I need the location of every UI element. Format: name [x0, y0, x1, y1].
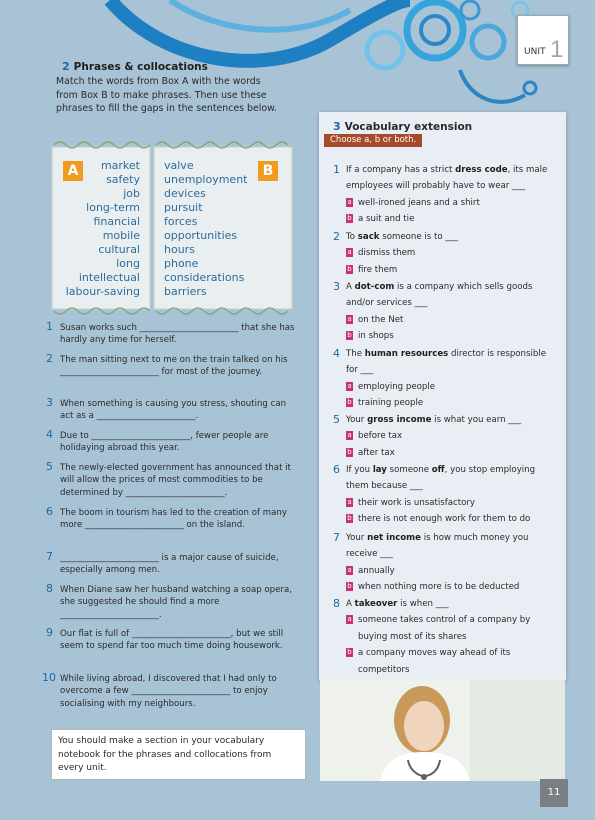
question-stem — [346, 412, 558, 428]
box-a-badge: A — [63, 161, 83, 181]
option-letter-a: a — [347, 431, 352, 440]
question-number: 1 — [333, 163, 340, 176]
sentence-item — [46, 352, 300, 379]
option-text: a suit and tie — [358, 214, 415, 225]
sentence-item — [42, 671, 300, 710]
word-boxes — [46, 137, 298, 315]
section-3-heading: Vocabulary extension — [344, 121, 473, 133]
question-stem — [346, 279, 558, 312]
sentence-text: The man sitting next to me on the train talked on his _______________________ for most of the journey. — [60, 355, 288, 378]
sentence-text: The boom in tourism has led to the creation of many more _______________________ on the island. — [60, 508, 287, 531]
option-a — [346, 428, 558, 444]
question-number: 4 — [333, 347, 340, 360]
stem-term: dress code — [455, 165, 508, 175]
stem-term: gross income — [367, 415, 432, 425]
stem-term: dot-com — [354, 282, 395, 292]
question-item — [333, 279, 558, 345]
sentence-text: Susan works such _______________________ that she has hardly any time for herself. — [60, 323, 295, 346]
option-letter-a: a — [347, 248, 352, 257]
box-b-word: considerations — [164, 271, 245, 284]
question-item — [333, 530, 558, 596]
box-b-list — [164, 159, 247, 299]
box-b-word: barriers — [164, 285, 207, 298]
option-b — [346, 262, 558, 278]
sentence-item — [46, 505, 300, 532]
option-a — [346, 495, 558, 511]
option-text: a company moves way ahead of its competitors — [358, 648, 511, 675]
box-b-word: phone — [164, 257, 199, 270]
option-letter-b: b — [347, 214, 352, 223]
doctor-illustration — [320, 680, 565, 781]
stem-text: someone — [386, 465, 432, 475]
sentence-number: 1 — [46, 320, 53, 333]
option-text: dismiss them — [358, 248, 416, 259]
unit-label: UNIT — [524, 47, 546, 57]
section-2-number: 2 — [62, 60, 70, 73]
option-text: before tax — [358, 431, 403, 442]
question-item — [333, 596, 558, 678]
doctor-photo — [320, 680, 565, 781]
option-text: in shops — [358, 331, 394, 342]
stem-text: A — [346, 599, 355, 609]
option-text: training people — [358, 398, 424, 409]
sentence-number: 10 — [42, 671, 56, 684]
question-item — [333, 229, 558, 278]
stem-text: is a company which sells goods and/or services ___ — [346, 282, 533, 309]
stem-text: Your — [346, 533, 368, 543]
sentence-number: 4 — [46, 428, 53, 441]
option-a — [346, 312, 558, 328]
section-3-number: 3 — [333, 120, 341, 133]
stem-text: someone is to ___ — [379, 232, 459, 242]
sentence-item — [46, 460, 300, 499]
option-text: employing people — [358, 381, 435, 392]
option-letter-a: a — [347, 381, 352, 390]
option-text: their work is unsatisfactory — [358, 497, 476, 508]
sentence-number: 5 — [46, 460, 53, 473]
box-a-word: market — [100, 159, 140, 172]
question-item — [333, 412, 558, 461]
stem-text: The — [346, 349, 365, 359]
stem-text: , you stop employing them because ___ — [346, 465, 536, 492]
box-a-word: long-term — [86, 201, 140, 214]
unit-badge — [517, 15, 569, 65]
sentence-number: 2 — [46, 352, 53, 365]
question-stem — [346, 346, 558, 379]
option-letter-b: b — [347, 331, 352, 340]
section-2-heading: Phrases & collocations — [73, 61, 208, 73]
stem-term: net income — [367, 533, 421, 543]
question-number: 3 — [333, 280, 340, 293]
stem-text: is when ___ — [397, 599, 449, 609]
box-b-word: forces — [164, 215, 198, 228]
stem-term: takeover — [354, 599, 398, 609]
unit-number: 1 — [550, 36, 564, 63]
stem-text: A — [346, 282, 355, 292]
option-a — [346, 195, 558, 211]
question-number: 8 — [333, 597, 340, 610]
stem-text: is how much money you receive ___ — [346, 533, 529, 560]
option-letter-b: b — [347, 398, 352, 407]
box-b-word: devices — [164, 187, 206, 200]
option-text: when nothing more is to be deducted — [358, 582, 520, 593]
stem-text: director is responsible for ___ — [346, 349, 546, 376]
sentence-text: When Diane saw her husband watching a soap opera, she suggested he should find a more _______________________. — [60, 585, 292, 620]
stem-term: human resources — [364, 349, 449, 359]
stem-term: off — [431, 465, 445, 475]
box-a-word: labour-saving — [65, 285, 140, 298]
option-a — [346, 563, 558, 579]
sentence-text: Due to _______________________, fewer people are holidaying abroad this year. — [60, 431, 269, 454]
page-number: 11 — [540, 779, 568, 807]
box-a-word: intellectual — [78, 271, 140, 284]
question-item — [333, 162, 558, 228]
question-item — [333, 462, 558, 528]
option-text: after tax — [358, 447, 395, 458]
sentence-text: While living abroad, I discovered that I had only to overcome a few _______________________ to enjoy socialising with my neighbours. — [60, 674, 277, 709]
vocabulary-notebook-tip: You should make a section in your vocabulary notebook for the phrases and collocations from every unit. — [51, 729, 306, 780]
option-letter-a: a — [347, 314, 352, 323]
sentence-text: Our flat is full of _______________________, but we still seem to spend far too much time doing housework. — [60, 629, 284, 652]
option-text: fire them — [358, 264, 398, 275]
option-b — [346, 328, 558, 344]
option-letter-a: a — [347, 197, 352, 206]
option-letter-b: b — [347, 648, 352, 657]
question-number: 5 — [333, 413, 340, 426]
question-stem — [346, 530, 558, 563]
sentence-item — [46, 396, 300, 423]
box-a-list — [66, 159, 140, 299]
sentence-item — [46, 320, 300, 347]
option-b — [346, 445, 558, 461]
option-b — [346, 395, 558, 411]
option-letter-b: b — [347, 447, 352, 456]
question-stem — [346, 462, 558, 495]
sentence-text: When something is causing you stress, shouting can act as a _______________________. — [60, 399, 287, 422]
stem-term: sack — [357, 232, 380, 242]
section-2-title — [62, 60, 208, 73]
box-b-word: valve — [164, 159, 194, 172]
sentence-number: 6 — [46, 505, 53, 518]
sentence-item — [46, 582, 300, 621]
sentence-number: 9 — [46, 626, 53, 639]
question-number: 7 — [333, 531, 340, 544]
option-letter-b: b — [347, 514, 352, 523]
question-number: 6 — [333, 463, 340, 476]
option-letter-a: a — [347, 565, 352, 574]
box-a-word: safety — [106, 173, 140, 186]
option-text: annually — [358, 565, 395, 576]
option-b — [346, 511, 558, 527]
option-text: there is not enough work for them to do — [358, 514, 531, 525]
stem-text: Your — [346, 415, 368, 425]
option-text: someone takes control of a company by buying most of its shares — [358, 615, 531, 642]
stem-text: If a company has a strict — [346, 165, 456, 175]
sentence-item — [46, 550, 300, 577]
question-number: 2 — [333, 230, 340, 243]
box-b-word: unemployment — [164, 173, 248, 186]
box-b-word: hours — [164, 243, 195, 256]
box-b-word: opportunities — [164, 229, 238, 242]
option-letter-a: a — [347, 497, 352, 506]
box-a-word: mobile — [102, 229, 140, 242]
option-letter-a: a — [347, 615, 352, 624]
box-b-badge: B — [258, 161, 278, 181]
choose-instruction: Choose a, b or both. — [324, 134, 422, 147]
stem-text: If you — [346, 465, 373, 475]
box-a-word: job — [123, 187, 140, 200]
sentence-number: 7 — [46, 550, 53, 563]
option-b — [346, 211, 558, 227]
box-a-word: long — [116, 257, 140, 270]
vocabulary-extension-panel — [319, 112, 566, 680]
option-text: well-ironed jeans and a shirt — [358, 197, 480, 208]
sentence-item — [46, 626, 300, 653]
option-letter-b: b — [347, 582, 352, 591]
section-3-title — [333, 120, 472, 133]
question-stem — [346, 596, 558, 612]
stem-text: is what you earn ___ — [431, 415, 522, 425]
question-item — [333, 346, 558, 412]
box-b-word: pursuit — [164, 201, 203, 214]
stem-text: To — [346, 232, 358, 242]
question-stem — [346, 162, 558, 195]
box-a-word: financial — [93, 215, 140, 228]
option-a — [346, 245, 558, 261]
box-a-word: cultural — [98, 243, 140, 256]
option-a — [346, 612, 558, 645]
question-stem — [346, 229, 558, 245]
option-b — [346, 645, 558, 678]
option-b — [346, 579, 558, 595]
option-letter-b: b — [347, 264, 352, 273]
sentence-text: _______________________ is a major cause of suicide, especially among men. — [60, 553, 279, 576]
option-text: on the Net — [358, 314, 404, 325]
option-a — [346, 379, 558, 395]
stem-text: , its male employees will probably have to wear ___ — [346, 165, 548, 192]
sentence-number: 8 — [46, 582, 53, 595]
sentence-text: The newly-elected government has announced that it will allow the prices of most commodities to be determined by _______________________. — [60, 463, 291, 498]
stem-term: lay — [372, 465, 387, 475]
sentence-item — [46, 428, 300, 455]
sentence-number: 3 — [46, 396, 53, 409]
section-2-instructions: Match the words from Box A with the words from Box B to make phrases. Then use these phrases to fill the gaps in the sentences below. — [56, 76, 277, 114]
